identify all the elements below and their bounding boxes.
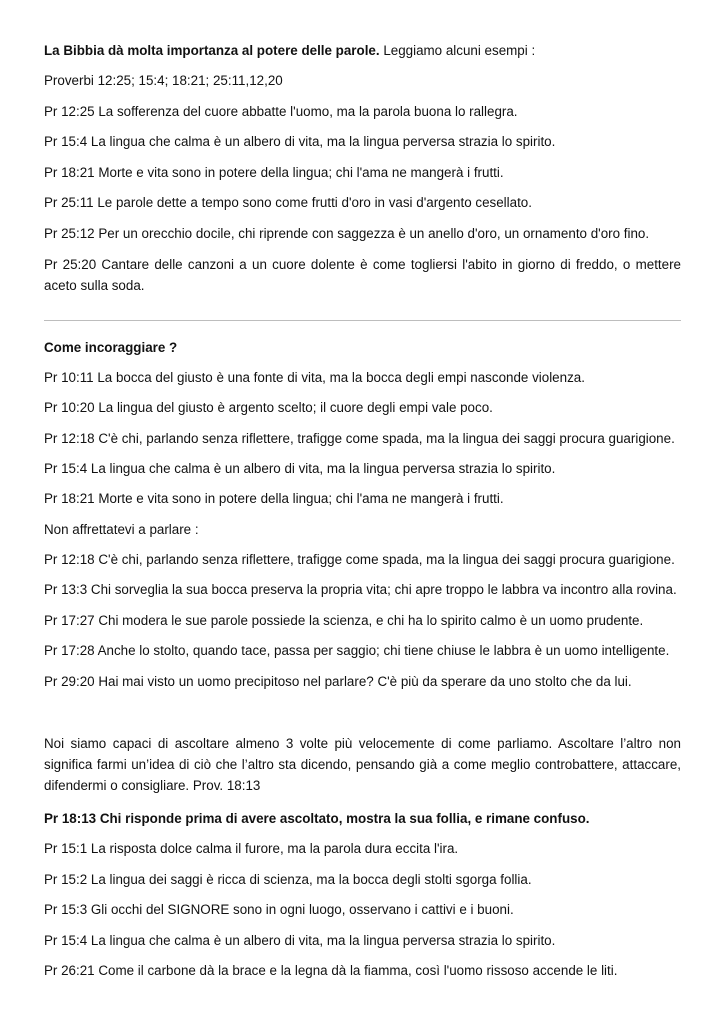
bold-verse: Pr 18:13 Chi risponde prima di avere ascoltato, mostra la sua follia, e rimane confuso. xyxy=(44,811,590,826)
verse-line: Pr 15:4 La lingua che calma è un albero di vita, ma la lingua perversa strazia lo spirito. xyxy=(44,461,556,476)
verse-paragraph: Pr 25:20 Cantare delle canzoni a un cuore dolente è come togliersi l'abito in giorno di freddo, o mettere aceto sulla soda. xyxy=(44,257,681,293)
section-divider xyxy=(44,320,681,321)
verse-line: Pr 10:20 La lingua del giusto è argento scelto; il cuore degli empi vale poco. xyxy=(44,400,493,415)
listening-paragraph: Noi siamo capaci di ascoltare almeno 3 volte più velocemente di come parliamo. Ascoltare l’altro non significa farmi un’idea di ciò che l’altro sta dicendo, pensando già a come meglio controbattere, attaccare, difendermi o consigliare. Prov. 18:13 xyxy=(44,736,681,793)
intro-bold: La Bibbia dà molta importanza al potere delle parole. xyxy=(44,43,380,58)
verse-line: Pr 15:4 La lingua che calma è un albero di vita, ma la lingua perversa strazia lo spirito. xyxy=(44,933,556,948)
verse-line: Pr 12:18 C'è chi, parlando senza riflettere, trafigge come spada, ma la lingua dei saggi procura guarigione. xyxy=(44,552,675,567)
verse-line: Pr 10:11 La bocca del giusto è una fonte di vita, ma la bocca degli empi nasconde violenza. xyxy=(44,370,585,385)
verse-line: Pr 12:18 C'è chi, parlando senza riflettere, trafigge come spada, ma la lingua dei saggi procura guarigione. xyxy=(44,431,675,446)
verse-line: Pr 13:3 Chi sorveglia la sua bocca preserva la propria vita; chi apre troppo le labbra va incontro alla rovina. xyxy=(44,582,677,597)
verse-line: Pr 25:12 Per un orecchio docile, chi riprende con saggezza è un anello d'oro, un ornamento d'oro fino. xyxy=(44,226,650,241)
verse-line: Pr 17:27 Chi modera le sue parole possiede la scienza, e chi ha lo spirito calmo è un uomo prudente. xyxy=(44,613,644,628)
references-line: Proverbi 12:25; 15:4; 18:21; 25:11,12,20 xyxy=(44,73,283,88)
verse-line: Pr 17:28 Anche lo stolto, quando tace, passa per saggio; chi tiene chiuse le labbra è un uomo intelligente. xyxy=(44,643,670,658)
verse-line: Pr 15:3 Gli occhi del SIGNORE sono in ogni luogo, osservano i cattivi e i buoni. xyxy=(44,902,514,917)
intro-line xyxy=(44,43,681,59)
verse-line: Pr 18:21 Morte e vita sono in potere della lingua; chi l'ama ne mangerà i frutti. xyxy=(44,491,504,506)
verse-line: Pr 12:25 La sofferenza del cuore abbatte l'uomo, ma la parola buona lo rallegra. xyxy=(44,104,518,119)
subheading: Non affrettatevi a parlare : xyxy=(44,522,199,537)
verse-line: Pr 15:2 La lingua dei saggi è ricca di scienza, ma la bocca degli stolti sgorga follia. xyxy=(44,872,532,887)
section-heading: Come incoraggiare ? xyxy=(44,340,178,355)
verse-line: Pr 15:1 La risposta dolce calma il furore, ma la parola dura eccita l'ira. xyxy=(44,841,459,856)
verse-line: Pr 26:21 Come il carbone dà la brace e la legna dà la fiamma, così l'uomo rissoso accende le liti. xyxy=(44,963,618,978)
verse-line: Pr 18:21 Morte e vita sono in potere della lingua; chi l'ama ne mangerà i frutti. xyxy=(44,165,504,180)
verse-line: Pr 29:20 Hai mai visto un uomo precipitoso nel parlare? C'è più da sperare da uno stolto che da lui. xyxy=(44,674,632,689)
verse-line: Pr 25:11 Le parole dette a tempo sono come frutti d'oro in vasi d'argento cesellato. xyxy=(44,195,532,210)
verse-line: Pr 15:4 La lingua che calma è un albero di vita, ma la lingua perversa strazia lo spirito. xyxy=(44,134,556,149)
intro-rest: Leggiamo alcuni esempi : xyxy=(379,43,536,58)
